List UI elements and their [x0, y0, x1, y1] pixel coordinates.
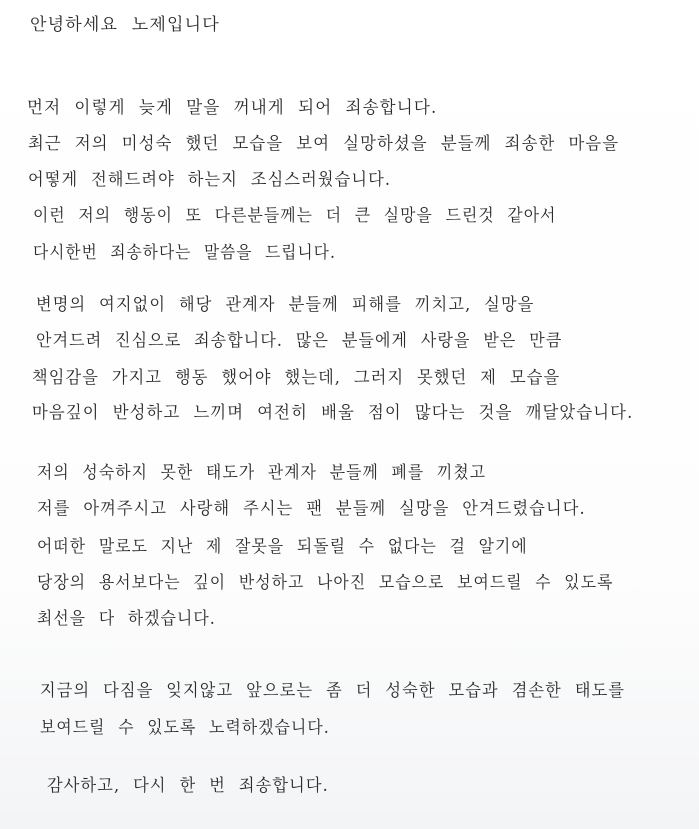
letter-line: 저의 성숙하지 못한 태도가 관계자 분들께 폐를 끼쳤고 [37, 463, 487, 483]
letter-line: 지금의 다짐을 잊지않고 앞으로는 좀 더 성숙한 모습과 겸손한 태도를 [40, 681, 626, 701]
letter-line: 책임감을 가지고 행동 했어야 했는데, 그러지 못했던 제 모습을 [32, 368, 561, 388]
letter-line: 이런 저의 행동이 또 다른분들께는 더 큰 실망을 드린것 같아서 [33, 206, 557, 226]
letter-closing: 감사하고, 다시 한 번 죄송합니다. [47, 776, 329, 796]
letter-line: 어떠한 말로도 지난 제 잘못을 되돌릴 수 없다는 걸 알기에 [37, 537, 528, 557]
letter-line: 먼저 이렇게 늦게 말을 꺼내게 되어 죄송합니다. [27, 98, 438, 118]
letter-line: 어떻게 전해드려야 하는지 조심스러웠습니다. [28, 170, 392, 190]
letter-line: 안겨드려 진심으로 죄송합니다. 많은 분들에게 사랑을 받은 만큼 [36, 331, 563, 351]
letter-line: 최선을 다 하겠습니다. [37, 609, 216, 629]
letter-line: 보여드릴 수 있도록 노력하겠습니다. [40, 718, 330, 738]
letter-line: 저를 아껴주시고 사랑해 주시는 팬 분들께 실망을 안겨드렸습니다. [37, 499, 586, 519]
letter-line: 최근 저의 미성숙 했던 모습을 보여 실망하셨을 분들께 죄송한 마음을 [28, 134, 620, 154]
letter-line: 마음깊이 반성하고 느끼며 여전히 배울 점이 많다는 것을 깨달았습니다. [32, 403, 634, 423]
letter-greeting: 안녕하세요 노제입니다 [30, 15, 220, 35]
letter-line: 다시한번 죄송하다는 말씀을 드립니다. [33, 243, 337, 263]
letter-line: 당장의 용서보다는 깊이 반성하고 나아진 모습으로 보여드릴 수 있도록 [37, 573, 614, 593]
letter-line: 변명의 여지없이 해당 관계자 분들께 피해를 끼치고, 실망을 [36, 295, 535, 315]
